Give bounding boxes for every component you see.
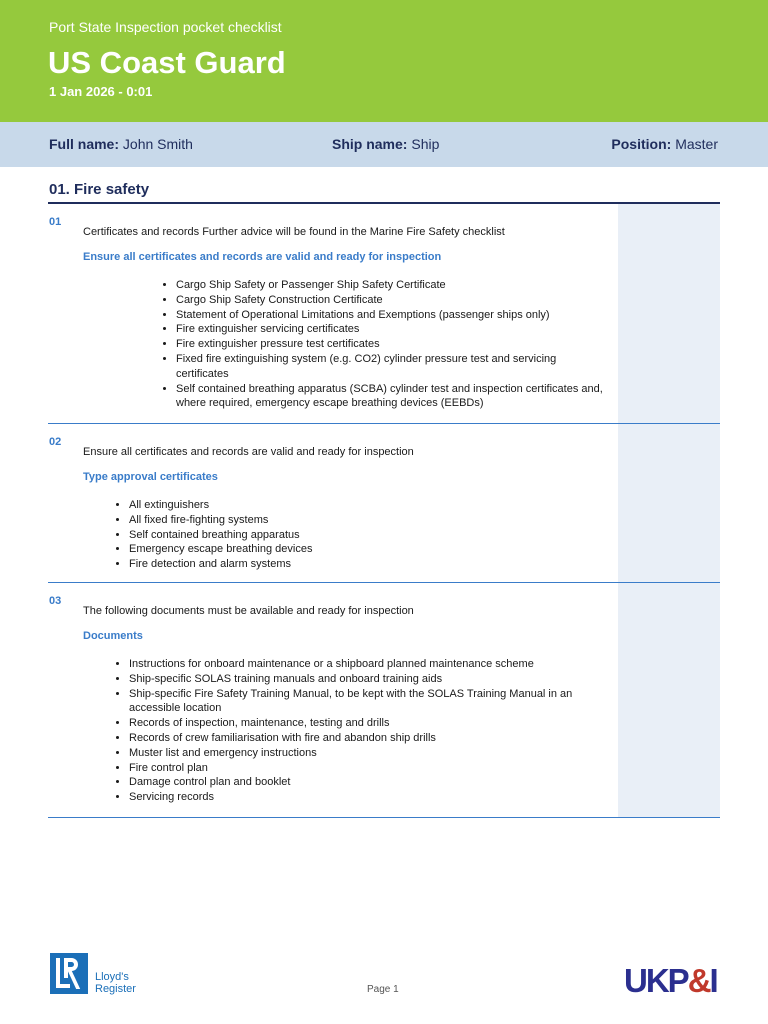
- list-item: • Self contained breathing apparatus: [129, 528, 599, 543]
- item-number: 01: [49, 216, 62, 228]
- document-title: US Coast Guard: [48, 45, 286, 80]
- item-intro: Ensure all certificates and records are valid and ready for inspection: [83, 446, 414, 458]
- list-item: • Self contained breathing apparatus (SCBA) cylinder test and inspection certificates and, where required, emergency escape breathing devices (EEBDs): [176, 382, 608, 412]
- header-banner: [0, 0, 768, 122]
- document-subtitle: Port State Inspection pocket checklist: [49, 19, 282, 35]
- item-intro: Certificates and records Further advice will be found in the Marine Fire Safety checklist: [83, 226, 505, 238]
- item-heading: Documents: [83, 630, 143, 642]
- checklist-item: [48, 424, 720, 583]
- list-item: • Records of inspection, maintenance, testing and drills: [129, 716, 609, 731]
- list-item: • Statement of Operational Limitations and Exemptions (passenger ships only): [176, 308, 608, 323]
- check-column[interactable]: [618, 424, 720, 582]
- item-number: 03: [49, 595, 62, 607]
- list-item: • Instructions for onboard maintenance or a shipboard planned maintenance scheme: [129, 657, 609, 672]
- list-item: • Damage control plan and booklet: [129, 775, 609, 790]
- list-item: • Servicing records: [129, 790, 609, 805]
- item-heading: Ensure all certificates and records are valid and ready for inspection: [83, 251, 442, 263]
- list-item: • Fire extinguisher servicing certificates: [176, 322, 608, 337]
- list-item: • Fire extinguisher pressure test certificates: [176, 337, 608, 352]
- full-name-value: John Smith: [122, 136, 193, 152]
- ukpi-text-2: I: [709, 962, 717, 999]
- document-date: 1 Jan 2026 - 0:01: [49, 84, 153, 99]
- ukpi-text-1: UKP: [624, 962, 688, 999]
- item-intro: The following documents must be available and ready for inspection: [83, 605, 414, 617]
- list-item: • Cargo Ship Safety Construction Certificate: [176, 293, 608, 308]
- lloyds-register-logo: [50, 953, 150, 997]
- list-item: • Fixed fire extinguishing system (e.g. CO2) cylinder pressure test and servicing certificates: [176, 352, 608, 382]
- info-bar: [0, 122, 768, 167]
- ship-name-value: Ship: [411, 136, 440, 152]
- list-item: • All extinguishers: [129, 498, 599, 513]
- ship-name-field: [332, 136, 439, 152]
- item-bullet-list: [176, 278, 608, 411]
- check-column[interactable]: [618, 204, 720, 423]
- checklist-item: [48, 204, 720, 424]
- item-bullet-list: [129, 498, 599, 572]
- page-number: Page 1: [367, 984, 399, 995]
- list-item: • Muster list and emergency instructions: [129, 746, 609, 761]
- full-name-label: Full name:: [49, 136, 120, 152]
- list-item: • Fire control plan: [129, 761, 609, 776]
- item-bullet-list: [129, 657, 609, 805]
- lr-line2: Register: [95, 983, 136, 995]
- check-column[interactable]: [618, 583, 720, 817]
- lr-line1: Lloyd's: [95, 971, 129, 983]
- lr-logo-text: [95, 971, 136, 995]
- list-item: • Fire detection and alarm systems: [129, 557, 599, 572]
- list-item: • Records of crew familiarisation with fire and abandon ship drills: [129, 731, 609, 746]
- list-item: • Ship-specific SOLAS training manuals and onboard training aids: [129, 672, 609, 687]
- position-label: Position:: [611, 136, 672, 152]
- section-title: 01. Fire safety: [49, 181, 150, 198]
- position-value: Master: [675, 136, 718, 152]
- list-item: • All fixed fire-fighting systems: [129, 513, 599, 528]
- position-field: [611, 136, 718, 152]
- ship-name-label: Ship name:: [332, 136, 408, 152]
- checklist-item: [48, 583, 720, 818]
- list-item: • Emergency escape breathing devices: [129, 542, 599, 557]
- list-item: • Ship-specific Fire Safety Training Manual, to be kept with the SOLAS Training Manual in an accessible location: [129, 687, 609, 717]
- full-name-field: [49, 136, 193, 152]
- item-heading: Type approval certificates: [83, 471, 218, 483]
- ukpi-logo: [624, 963, 717, 999]
- lr-logo-icon: [50, 953, 88, 994]
- ukpi-ampersand: &: [687, 962, 710, 999]
- list-item: • Cargo Ship Safety or Passenger Ship Safety Certificate: [176, 278, 608, 293]
- item-number: 02: [49, 436, 62, 448]
